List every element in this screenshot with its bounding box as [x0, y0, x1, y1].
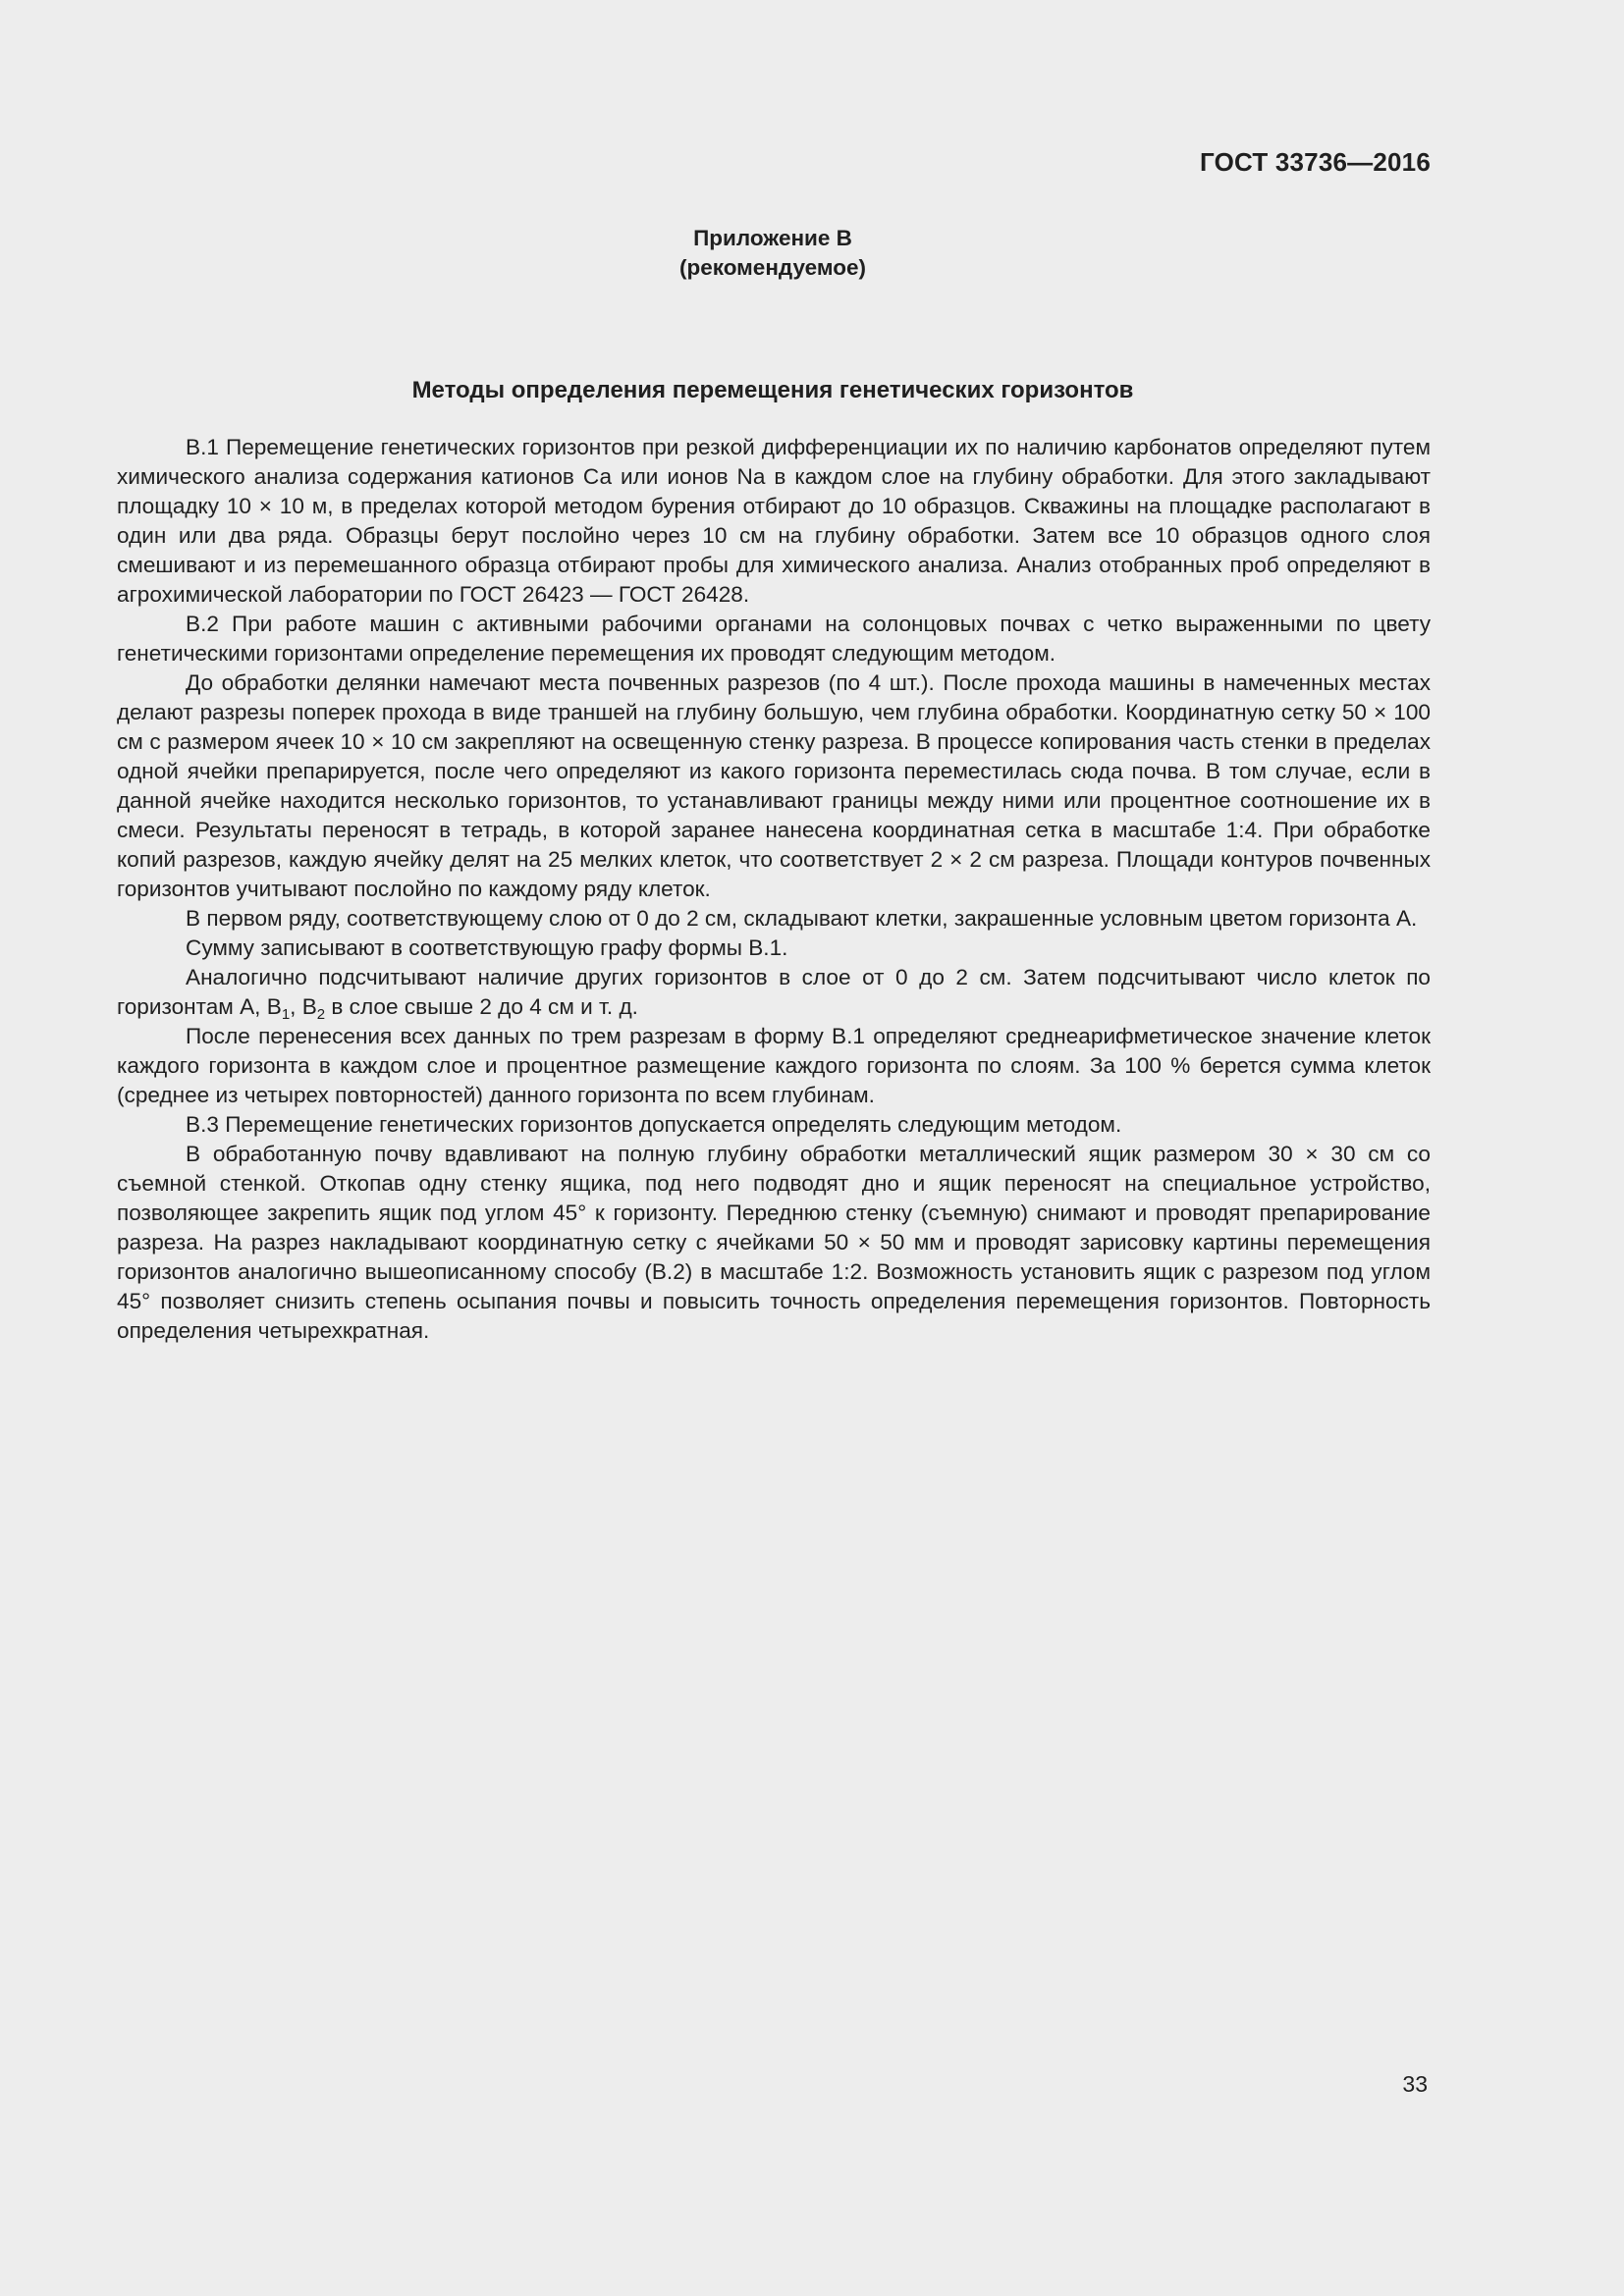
paragraph-b2: В.2 При работе машин с активными рабочими органами на солонцовых почвах с четко выраженными по цвету генетическими горизонтами определение перемещения их проводят следующим методом.: [117, 612, 1431, 666]
page-number: 33: [1402, 2071, 1428, 2097]
text-segment: Аналогично подсчитывают наличие других горизонтов в слое от 0 до 2 см. Затем подсчитывают число клеток по горизонтам А, В: [117, 965, 1431, 1019]
text-segment: в слое свыше 2 до 4 см и т. д.: [325, 994, 638, 1019]
appendix-status: (рекомендуемое): [679, 255, 866, 280]
appendix-heading: [0, 224, 1545, 283]
paragraph-b1: В.1 Перемещение генетических горизонтов при резкой дифференциации их по наличию карбонатов определяют путем химического анализа содержания катионов Са или ионов Na в каждом слое на глубину обработки. Для этого закладывают площадку 10 × 10 м, в пределах которой методом бурения отбирают до 10 образцов. Скважины на площадке располагают в один или два ряда. Образцы берут послойно через 10 см на глубину обработки. Затем все 10 образцов одного слоя смешивают и из перемешанного образца отбирают пробы для химического анализа. Анализ отобранных проб определяют в агрохимической лаборатории по ГОСТ 26423 — ГОСТ 26428.: [117, 435, 1431, 607]
paragraph-other-horizons: [117, 963, 1431, 1022]
document-number: ГОСТ 33736—2016: [1200, 147, 1431, 177]
text-segment: , В: [290, 994, 317, 1019]
paragraph-average: После перенесения всех данных по трем разрезам в форму В.1 определяют среднеарифметическое значение клеток каждого горизонта в каждом слое и процентное размещение каждого горизонта по слоям. За 100 % берется сумма клеток (среднее из четырех повторностей) данного горизонта по всем глубинам.: [117, 1024, 1431, 1107]
subscript: 1: [281, 1006, 291, 1023]
body-text: [117, 433, 1431, 1346]
paragraph-b3: В.3 Перемещение генетических горизонтов допускается определять следующим методом.: [186, 1112, 1122, 1137]
paragraph-b2-procedure: До обработки делянки намечают места почвенных разрезов (по 4 шт.). После прохода машины в намеченных местах делают разрезы поперек прохода в виде траншей на глубину большую, чем глубина обработки. Координатную сетку 50 × 100 см с размером ячеек 10 × 10 см закрепляют на освещенную стенку разреза. В процессе копирования часть стенки в пределах одной ячейки препарируется, после чего определяют из какого горизонта переместилась сюда почва. В том случае, если в данной ячейке находится несколько горизонтов, то устанавливают границы между ними или процентное соотношение их в смеси. Результаты переносят в тетрадь, в которой заранее нанесена координатная сетка в масштабе 1:4. При обработке копий разрезов, каждую ячейку делят на 25 мелких клеток, что соответствует 2 × 2 см разреза. Площади контуров почвенных горизонтов учитывают послойно по каждому ряду клеток.: [117, 670, 1431, 901]
paragraph-first-row: В первом ряду, соответствующему слою от 0 до 2 см, складывают клетки, закрашенные условным цветом горизонта А.: [186, 906, 1418, 931]
section-title: Методы определения перемещения генетических горизонтов: [411, 377, 1134, 403]
paragraph-box-method: В обработанную почву вдавливают на полную глубину обработки металлический ящик размером 30 × 30 см со съемной стенкой. Откопав одну стенку ящика, под него подводят дно и ящик переносят на специальное устройство, позволяющее закрепить ящик под углом 45° к горизонту. Переднюю стенку (съемную) снимают и проводят препарирование разреза. На разрез накладывают координатную сетку с ячейками 50 × 50 мм и проводят зарисовку картины перемещения горизонтов аналогично вышеописанному способу (В.2) в масштабе 1:2. Возможность установить ящик с разрезом под углом 45° позволяет снизить степень осыпания почвы и повысить точность определения перемещения горизонтов. Повторность определения четырехкратная.: [117, 1142, 1431, 1343]
subscript: 2: [316, 1006, 326, 1023]
paragraph-sum: Сумму записывают в соответствующую графу формы В.1.: [186, 935, 788, 960]
appendix-title: Приложение В: [693, 226, 852, 250]
